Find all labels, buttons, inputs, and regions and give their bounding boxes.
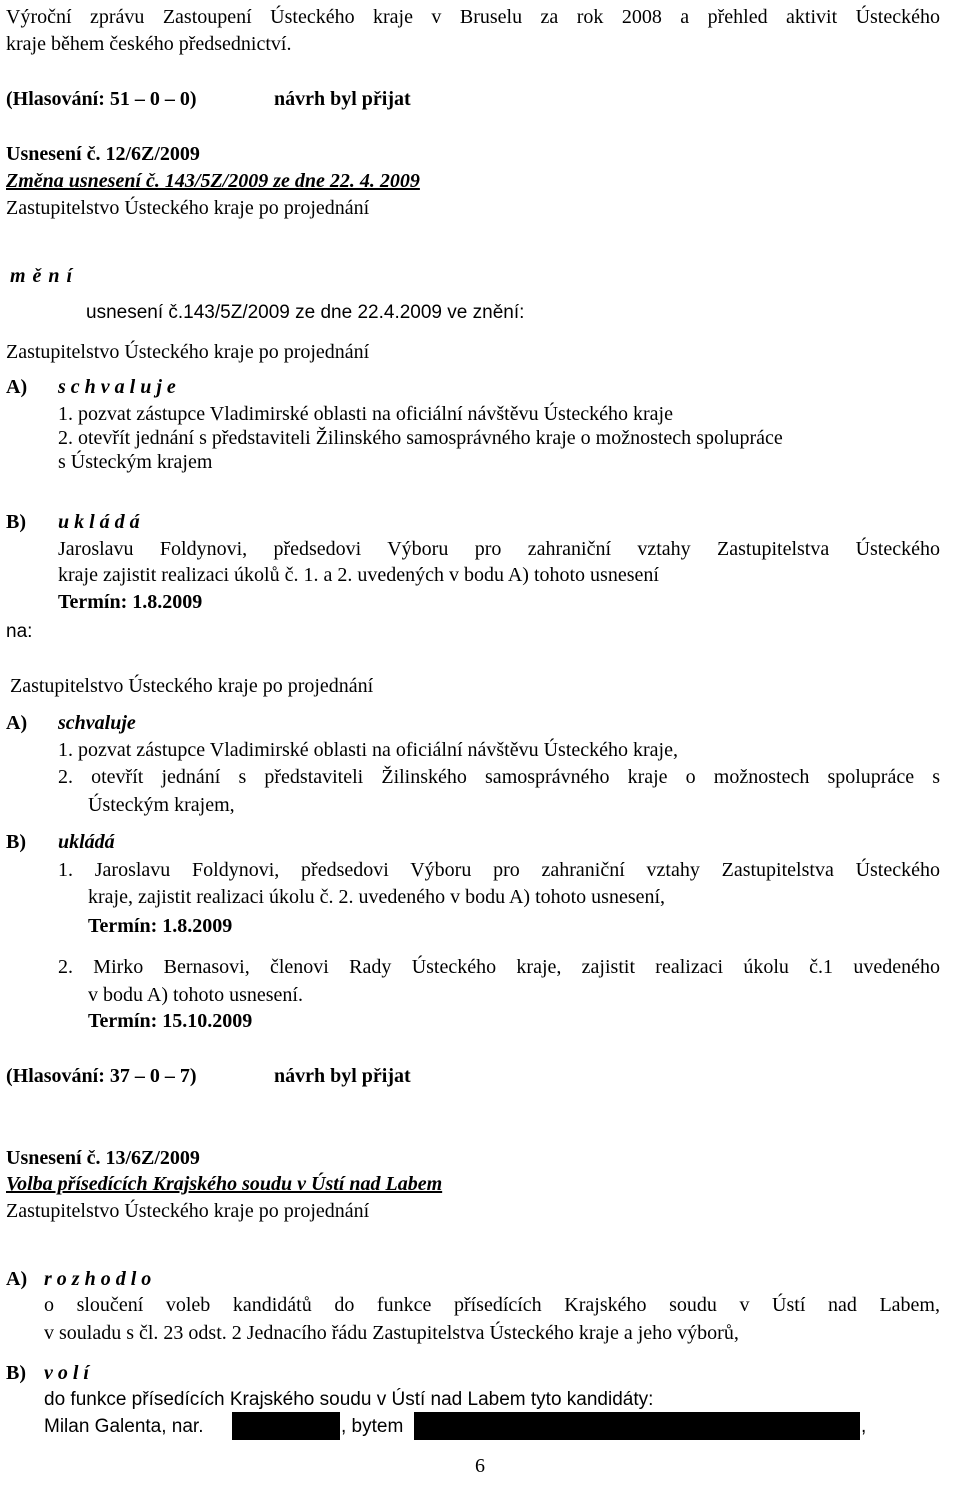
res13-a-prefix: A): [6, 1268, 28, 1290]
old-a-verb: s c h v a l u j e: [58, 376, 176, 398]
new-b-item-2-line-1: 2. Mirko Bernasovi, členovi Rady Ústeckého kraje, zajistit realizaci úkolu č.1 uvedeného: [58, 956, 940, 978]
new-b-item-1-line-1: 1. Jaroslavu Foldynovi, předsedovi Výboru pro zahraniční vztahy Zastupitelstva Ústeckého: [58, 859, 940, 881]
new-b-verb: ukládá: [58, 831, 115, 853]
new-b-item-2-term: Termín: 15.10.2009: [88, 1010, 253, 1032]
intro-text-line-1: Výroční zprávu Zastoupení Ústeckého kraje v Bruselu za rok 2008 a přehled aktivit Ústeckého: [6, 6, 940, 28]
old-b-verb: u k l á d á: [58, 511, 140, 533]
vote-count-2: (Hlasování: 37 – 0 – 7): [6, 1065, 197, 1087]
page-number: 6: [475, 1455, 485, 1477]
resolution-reference: usnesení č.143/5Z/2009 ze dne 22.4.2009 ve znění:: [86, 302, 525, 323]
new-a-item-1: 1. pozvat zástupce Vladimirské oblasti na oficiální návštěvu Ústeckého kraje,: [58, 739, 678, 761]
new-a-verb: schvaluje: [58, 712, 136, 734]
old-b-term: Termín: 1.8.2009: [58, 591, 203, 613]
new-a-prefix: A): [6, 712, 28, 734]
new-a-item-2-line-1: 2. otevřít jednání s představiteli Žilinského samosprávného kraje o možnostech spolupráce s: [58, 766, 940, 788]
new-council-heading: Zastupitelstvo Ústeckého kraje po projednání: [10, 675, 374, 697]
resolution-number: Usnesení č. 12/6Z/2009: [6, 143, 200, 165]
new-a-item-2-line-2: Ústeckým krajem,: [88, 794, 235, 816]
redaction-address: [414, 1412, 860, 1440]
candidate-name: Milan Galenta, nar.: [44, 1416, 204, 1437]
new-b-prefix: B): [6, 831, 26, 853]
candidate-end: ,: [861, 1416, 867, 1437]
resolution-title: Změna usnesení č. 143/5Z/2009 ze dne 22. 4. 2009: [6, 170, 420, 192]
vote-count: (Hlasování: 51 – 0 – 0): [6, 88, 197, 110]
old-a-prefix: A): [6, 376, 28, 398]
res13-b-prefix: B): [6, 1362, 26, 1384]
vote-result-2: návrh byl přijat: [274, 1065, 411, 1087]
old-a-item-2-line-1: 2. otevřít jednání s představiteli Žilinského samosprávného kraje o možnostech spolupráce: [58, 427, 783, 449]
new-b-item-1-line-2: kraje, zajistit realizaci úkolu č. 2. uvedeného v bodu A) tohoto usnesení,: [88, 886, 666, 908]
candidate-address-label: , bytem: [341, 1416, 404, 1437]
old-b-text-line-1: Jaroslavu Foldynovi, předsedovi Výboru pro zahraniční vztahy Zastupitelstva Ústeckého: [58, 538, 940, 560]
old-council-heading: Zastupitelstvo Ústeckého kraje po projednání: [6, 341, 370, 363]
na-label: na:: [6, 621, 33, 642]
vote-result: návrh byl přijat: [274, 88, 411, 110]
resolution-13-council: Zastupitelstvo Ústeckého kraje po projednání: [6, 1200, 370, 1222]
old-b-text-line-2: kraje zajistit realizaci úkolů č. 1. a 2. uvedených v bodu A) tohoto usnesení: [58, 564, 659, 586]
res13-a-text-line-2: v souladu s čl. 23 odst. 2 Jednacího řádu Zastupitelstva Ústeckého kraje a jeho výborů,: [44, 1322, 739, 1344]
council-heading: Zastupitelstvo Ústeckého kraje po projednání: [6, 197, 370, 219]
verb-meni: m ě n í: [10, 265, 74, 287]
resolution-13-number: Usnesení č. 13/6Z/2009: [6, 1147, 200, 1169]
redaction-birthdate: [232, 1412, 340, 1440]
old-a-item-1: 1. pozvat zástupce Vladimirské oblasti na oficiální návštěvu Ústeckého kraje: [58, 403, 673, 425]
res13-a-verb: r o z h o d l o: [44, 1268, 152, 1290]
res13-b-verb: v o l í: [44, 1362, 89, 1384]
old-a-item-2-line-2: s Ústeckým krajem: [58, 451, 213, 473]
intro-text-line-2: kraje během českého předsednictví.: [6, 33, 292, 55]
res13-b-text: do funkce přísedících Krajského soudu v Ústí nad Labem tyto kandidáty:: [44, 1389, 654, 1410]
new-b-item-1-term: Termín: 1.8.2009: [88, 915, 233, 937]
resolution-13-title: Volba přísedících Krajského soudu v Ústí nad Labem: [6, 1173, 443, 1195]
res13-a-text-line-1: o sloučení voleb kandidátů do funkce přísedících Krajského soudu v Ústí nad Labem,: [44, 1294, 940, 1316]
old-b-prefix: B): [6, 511, 26, 533]
new-b-item-2-line-2: v bodu A) tohoto usnesení.: [88, 984, 303, 1006]
